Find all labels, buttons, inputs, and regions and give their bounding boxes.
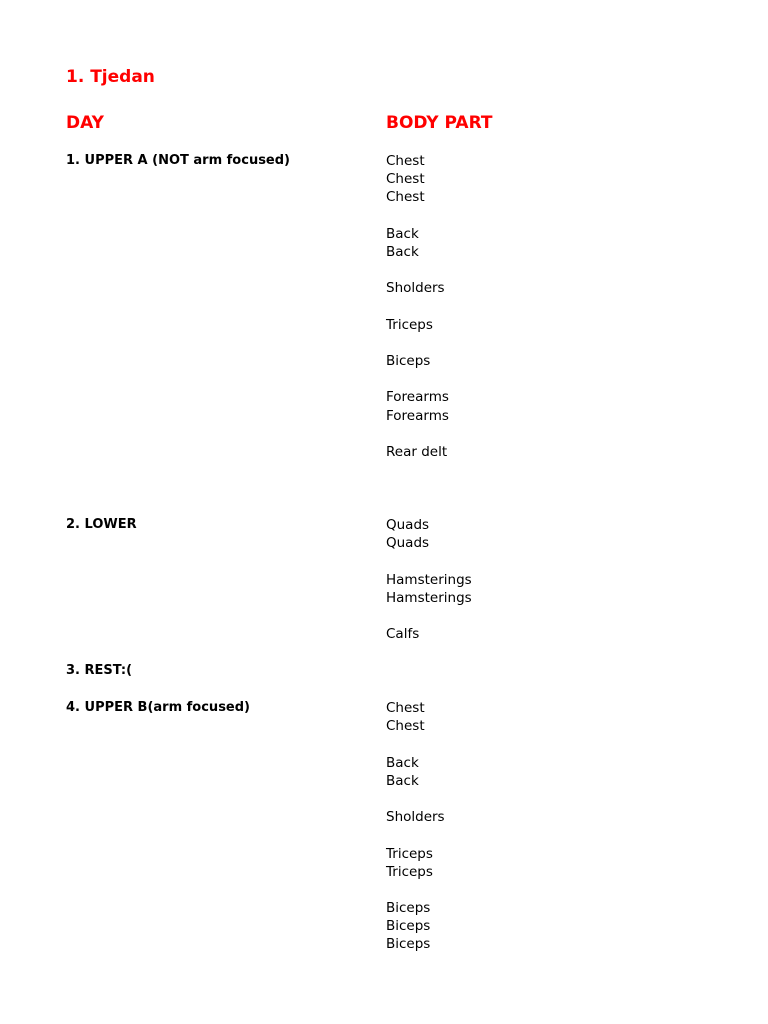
body-part-item: Chest — [386, 718, 425, 735]
body-part-item: Triceps — [386, 863, 433, 880]
body-part-item: Biceps — [386, 353, 431, 370]
body-part-item: Quads — [386, 517, 430, 533]
day-label-rest: 3. REST:( — [66, 663, 133, 678]
body-part-item: Forearms — [386, 407, 449, 424]
body-part-item: Forearms — [386, 389, 449, 406]
body-part-item: Back — [386, 754, 419, 771]
body-part-item: Hamsterings — [386, 589, 472, 606]
document-title: 1. Tjedan — [66, 67, 155, 87]
body-part-item: Back — [386, 243, 419, 260]
body-part-item: Back — [386, 225, 419, 242]
body-part-list-lower — [386, 516, 472, 643]
body-part-item: Sholders — [386, 809, 445, 826]
body-part-item: Triceps — [386, 316, 433, 333]
body-part-item: Sholders — [386, 280, 445, 297]
body-part-item: Rear delt — [386, 444, 448, 460]
body-part-item: Calfs — [386, 626, 420, 643]
body-part-item: Triceps — [386, 845, 433, 862]
body-part-item: Chest — [386, 171, 425, 188]
body-part-item: Hamsterings — [386, 571, 472, 588]
body-part-item: Back — [386, 772, 419, 789]
body-part-item: Chest — [386, 700, 425, 716]
day-label-upper-a: 1. UPPER A (NOT arm focused) — [66, 153, 290, 168]
body-part-list-upper-a — [386, 152, 449, 461]
body-part-item: Biceps — [386, 936, 431, 953]
body-part-item: Quads — [386, 535, 430, 552]
body-part-item: Biceps — [386, 918, 431, 935]
day-label-upper-b: 4. UPPER B(arm focused) — [66, 700, 250, 715]
body-part-item: Chest — [386, 189, 425, 206]
body-part-list-upper-b — [386, 699, 445, 954]
day-label-lower: 2. LOWER — [66, 517, 137, 532]
body-part-item: Chest — [386, 153, 425, 169]
body-part-item: Biceps — [386, 900, 431, 917]
day-column-header: DAY — [66, 113, 104, 133]
body-part-column-header: BODY PART — [386, 113, 493, 133]
